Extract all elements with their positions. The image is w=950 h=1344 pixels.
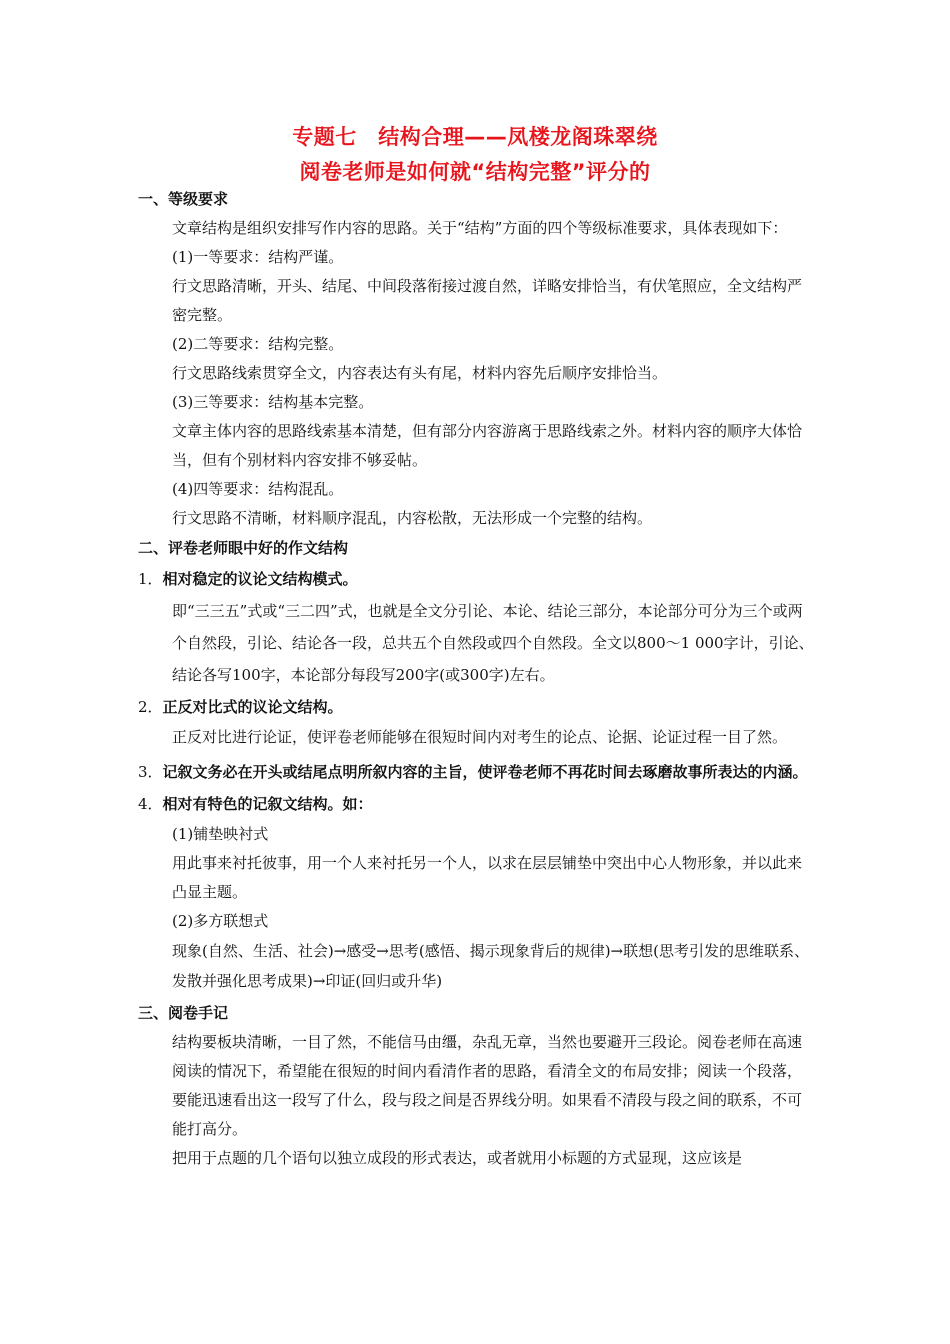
paragraph: 现象(自然、生活、社会)→感受→思考(感悟、揭示现象背后的规律)→联想(思考引发的思维联系、发散并强化思考成果)→印证(回归或升华) <box>172 942 809 990</box>
section-heading-3: 三、阅卷手记 <box>138 1004 229 1022</box>
item-title: 相对有特色的记叙文结构。如： <box>162 795 373 813</box>
numbered-item-1 <box>0 563 818 595</box>
title-line-2: 阅卷老师是如何就“结构完整”评分的 <box>299 160 651 184</box>
item-number: 1． <box>138 570 163 588</box>
paragraph: 正反对比进行论证，使评卷老师能够在很短时间内对考生的论点、论据、论证过程一目了然。 <box>172 728 788 746</box>
paragraph: 行文思路清晰，开头、结尾、中间段落衔接过渡自然，详略安排恰当，有伏笔照应，全文结构严密完整。 <box>172 277 803 324</box>
item-number: 4． <box>138 795 163 813</box>
sub-label: (1)铺垫映衬式 <box>172 825 269 843</box>
item-title: 正反对比式的议论文结构。 <box>162 698 343 716</box>
requirement-label: (4)四等要求：结构混乱。 <box>172 480 344 498</box>
item-title: 记叙文务必在开头或结尾点明所叙内容的主旨，使评卷老师不再花时间去琢磨故事所表达的内涵。 <box>162 763 808 781</box>
paragraph: 用此事来衬托彼事，用一个人来衬托另一个人，以求在层层铺垫中突出中心人物形象，并以此来凸显主题。 <box>172 854 803 901</box>
item-title: 相对稳定的议论文结构模式。 <box>162 570 358 588</box>
title-line-1: 专题七 结构合理——凤楼龙阁珠翠绕 <box>292 125 658 149</box>
paragraph: 把用于点题的几个语句以独立成段的形式表达，或者就用小标题的方式显现，这应该是 <box>172 1149 743 1167</box>
requirement-label: (1)一等要求：结构严谨。 <box>172 248 344 266</box>
numbered-item-2 <box>0 691 818 723</box>
paragraph: 文章主体内容的思路线索基本清楚，但有部分内容游离于思路线索之外。材料内容的顺序大体恰当，但有个别材料内容安排不够妥帖。 <box>172 422 803 469</box>
sub-label: (2)多方联想式 <box>172 912 269 930</box>
paragraph: 行文思路不清晰，材料顺序混乱，内容松散，无法形成一个完整的结构。 <box>172 509 653 527</box>
requirement-label: (3)三等要求：结构基本完整。 <box>172 393 374 411</box>
paragraph: 结构要板块清晰，一目了然，不能信马由缰，杂乱无章，当然也要避开三段论。阅卷老师在高速阅读的情况下，希望能在很短的时间内看清作者的思路，看清全文的布局安排；阅读一个段落，要能迅速看出这一段写了什么，段与段之间是否界线分明。如果看不清段与段之间的联系，不可能打高分。 <box>172 1033 803 1138</box>
document-body <box>0 184 950 1173</box>
section-heading-2: 二、评卷老师眼中好的作文结构 <box>138 539 349 557</box>
numbered-item-3 <box>0 752 844 788</box>
item-number: 3． <box>138 763 163 781</box>
numbered-item-4 <box>0 788 818 820</box>
paragraph: 行文思路线索贯穿全文，内容表达有头有尾，材料内容先后顺序安排恰当。 <box>172 364 668 382</box>
paragraph: 即“三三五”式或“三二四”式，也就是全文分引论、本论、结论三部分，本论部分可分为三个或两个自然段，引论、结论各一段，总共五个自然段或四个自然段。全文以800～1 000字计，引论、结论各写100字，本论部分每段写200字(或300字)左右。 <box>172 602 814 684</box>
item-number: 2． <box>138 698 163 716</box>
requirement-label: (2)二等要求：结构完整。 <box>172 335 344 353</box>
paragraph: 文章结构是组织安排写作内容的思路。关于“结构”方面的四个等级标准要求，具体表现如下： <box>172 219 788 237</box>
section-heading-1: 一、等级要求 <box>138 190 229 208</box>
